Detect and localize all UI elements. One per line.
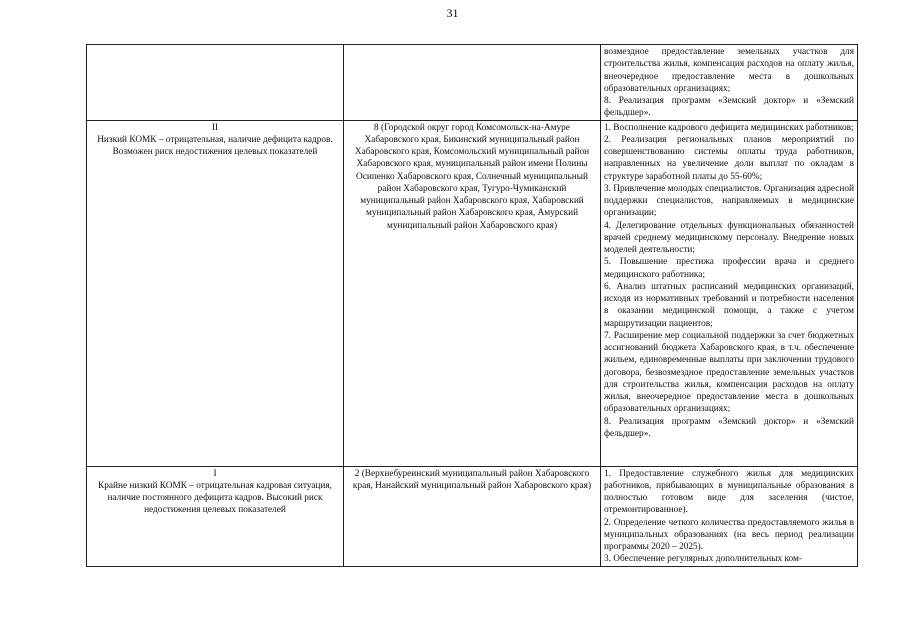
list-item: 7. Расширение мер социальной поддержки за счет бюджетных ассигнований бюджета Хабаровского края, в т.ч. обеспечение жильем, единовременные выплаты при заключении трудового договора, безвозмездное предоставление земельных участков для строительства жилья, компенсация расходов на оплату жилья, внеочередное предоставление места в дошкольных образовательных организациях;: [604, 330, 854, 415]
list-item: 3. Обеспечение регулярных дополнительных ком-: [604, 554, 802, 565]
list-item: 2. Определение четкого количества предоставляемого жилья в муниципальных образованиях (на весь период реализации программы 2020 – 2025).: [604, 517, 854, 552]
level-label: I: [213, 468, 217, 479]
measures-cell: [601, 120, 858, 466]
list-item: 6. Анализ штатных расписаний медицинских организаций, исходя из нормативных требований и потребности населения в оказании медицинской помощи, а также с учетом маршрутизации пациентов;: [604, 281, 854, 329]
level-cell: [87, 120, 344, 466]
municipalities-text: 2 (Верхнебуреинский муниципальный район Хабаровского края, Нанайский муниципальный район Хабаровского края): [352, 468, 592, 491]
table-row: [87, 120, 858, 466]
list-item: 8. Реализация программ «Земский доктор» и «Земский фельдшер».: [604, 96, 854, 119]
municipalities-cell: [344, 120, 601, 466]
level-cell: [87, 466, 344, 566]
level-label: II: [211, 122, 219, 133]
municipalities-cell: [344, 466, 601, 566]
list-item: 1. Предоставление служебного жилья для медицинских работников, прибывающих в муниципальные образования в полностью готовом виде для заселения (чистое, отремонтированное).: [604, 468, 854, 516]
measures-table: [86, 44, 858, 567]
list-item: 5. Повышение престижа профессии врача и среднего медицинского работника;: [604, 257, 854, 280]
table-row: [87, 466, 858, 566]
list-item: возмездное предоставление земельных участков для строительства жилья, компенсация расходов на оплату жилья, внеочередное предоставление места в дошкольных образовательных организациях;: [604, 47, 854, 94]
level-description: Крайне низкий КОМК – отрицательная кадровая ситуация, наличие постоянного дефицита кадров. Высокий риск недостижения целевых показателей: [98, 480, 332, 516]
table-cell: [344, 45, 601, 121]
table-row: [87, 45, 858, 121]
table-cell: [87, 45, 344, 121]
measures-cell: [601, 466, 858, 566]
list-item: 4. Делегирование отдельных функциональных обязанностей врачей среднему медицинскому персоналу. Внедрение новых моделей деятельности;: [604, 220, 854, 255]
page-number: 31: [446, 6, 459, 20]
list-item: 2. Реализация региональных планов мероприятий по совершенствованию системы оплаты труда работников, направленных на увеличение доли выплат по окладам в структуре заработной платы до 55-60%;: [604, 134, 854, 182]
municipalities-text: 8 (Городской округ город Комсомольск-на-Амуре Хабаровского края, Бикинский муниципальный район Хабаровского края, Комсомольский муниципальный район Хабаровского края, муниципальный район имени Полины Осипенко Хабаровского края, Солнечный муниципальный район Хабаровского края, Тугуро-Чумиканский муниципальный район Хабаровского края, Хабаровский муниципальный район Хабаровского края, Амурский муниципальный район Хабаровского края): [354, 122, 590, 231]
level-description: Низкий КОМК – отрицательная, наличие дефицита кадров. Возможен риск недостижения целевых показателей: [97, 134, 333, 157]
measures-cell: [601, 45, 858, 121]
list-item: 1. Восполнение кадрового дефицита медицинских работников;: [604, 122, 854, 133]
list-item: 8. Реализация программ «Земский доктор» и «Земский фельдшер».: [604, 416, 854, 439]
list-item: 3. Привлечение молодых специалистов. Организация адресной поддержки специалистов, направляемых в медицинские организации;: [604, 183, 854, 219]
